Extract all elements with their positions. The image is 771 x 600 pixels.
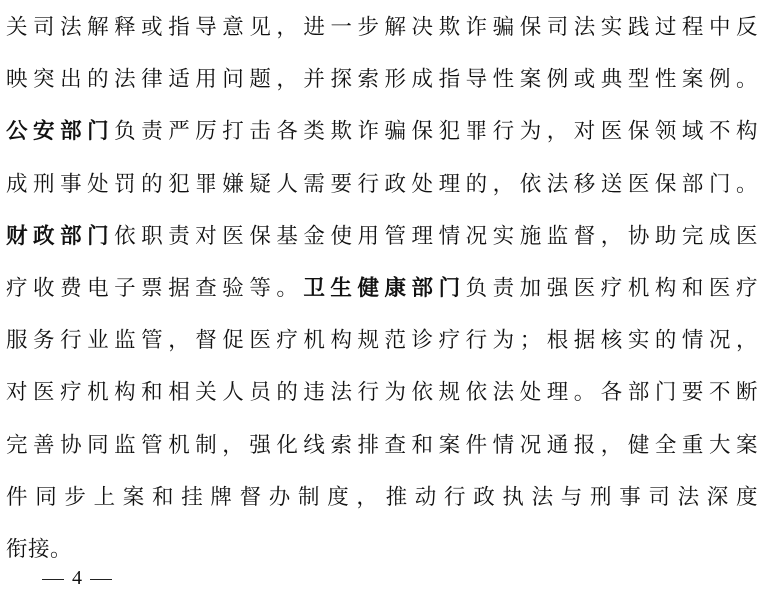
dash-right-icon <box>90 579 112 580</box>
text-line <box>6 159 758 211</box>
department-heading: 卫生健康部门 <box>303 275 466 301</box>
page-number: 4 <box>72 567 82 589</box>
text-line <box>6 2 758 54</box>
page-number-footer <box>34 563 120 593</box>
line-text: 映突出的法律适用问题，并探索形成指导性案例或典型性案例。 <box>6 67 758 93</box>
text-line <box>6 54 758 106</box>
department-heading: 财政部门 <box>6 223 115 249</box>
document-body <box>6 2 758 576</box>
line-text: 服务行业监管，督促医疗机构规范诊疗行为；根据核实的情况， <box>6 328 758 354</box>
line-text: 成刑事处罚的犯罪嫌疑人需要行政处理的，依法移送医保部门。 <box>6 171 758 197</box>
line-text: 衔接。 <box>6 536 73 562</box>
text-line <box>6 315 758 367</box>
line-text: 关司法解释或指导意见，进一步解决欺诈骗保司法实践过程中反 <box>6 15 758 40</box>
dash-left-icon <box>42 579 64 580</box>
text-line <box>6 367 758 419</box>
text-line <box>6 420 758 472</box>
text-line <box>6 106 758 158</box>
text-line <box>6 472 758 524</box>
line-text: 负责严厉打击各类欺诈骗保犯罪行为，对医保领域不构 <box>114 119 758 145</box>
line-text: 件同步上案和挂牌督办制度，推动行政执法与刑事司法深度 <box>6 484 758 510</box>
text-line <box>6 211 758 263</box>
line-text: 完善协同监管机制，强化线索排查和案件情况通报，健全重大案 <box>6 432 758 458</box>
line-text: 负责加强医疗机构和医疗 <box>465 275 758 301</box>
department-heading: 公安部门 <box>6 119 115 145</box>
line-text: 疗收费电子票据查验等。 <box>6 275 304 301</box>
line-text: 对医疗机构和相关人员的违法行为依规依法处理。各部门要不断 <box>6 380 758 406</box>
text-line <box>6 263 758 315</box>
line-text: 依职责对医保基金使用管理情况实施监督，协助完成医 <box>114 223 758 249</box>
